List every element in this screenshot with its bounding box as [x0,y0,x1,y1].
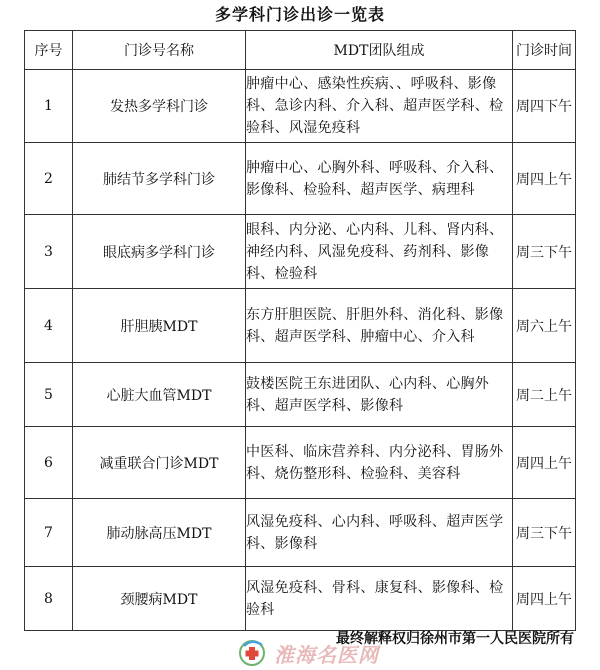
header-team: MDT团队组成 [246,31,513,70]
row-name: 肺动脉高压MDT [73,499,246,567]
row-team: 眼科、内分泌、心内科、儿科、肾内科、神经内科、风湿免疫科、药剂科、影像科、检验科 [246,215,513,289]
row-no: 7 [25,499,73,567]
row-name: 肝胆胰MDT [73,289,246,363]
row-no: 1 [25,70,73,143]
row-team: 东方肝胆医院、肝胆外科、消化科、影像科、超声医学科、肿瘤中心、介入科 [246,289,513,363]
row-name: 减重联合门诊MDT [73,427,246,499]
row-team: 肿瘤中心、感染性疾病、、呼吸科、影像科、急诊内科、介入科、超声医学科、检验科、风湿免疫科 [246,70,513,143]
header-name: 门诊号名称 [73,31,246,70]
header-no: 序号 [25,31,73,70]
row-time: 周二上午 [513,363,576,427]
row-team: 风湿免疫科、心内科、呼吸科、超声医学科、影像科 [246,499,513,567]
row-time: 周四上午 [513,427,576,499]
mdt-schedule-table [24,30,576,631]
table-row [25,499,576,567]
row-name: 心脏大血管MDT [73,363,246,427]
table-row [25,567,576,631]
row-no: 8 [25,567,73,631]
table-row [25,143,576,215]
row-team: 鼓楼医院王东进团队、心内科、心胸外科、超声医学科、影像科 [246,363,513,427]
table-row [25,289,576,363]
row-time: 周四上午 [513,567,576,631]
row-name: 发热多学科门诊 [73,70,246,143]
row-time: 周六上午 [513,289,576,363]
row-no: 2 [25,143,73,215]
page-title: 多学科门诊出诊一览表 [214,5,385,24]
copyright-notice: 最终解释权归徐州市第一人民医院所有 [336,631,574,647]
row-no: 3 [25,215,73,289]
row-name: 肺结节多学科门诊 [73,143,246,215]
row-time: 周三下午 [513,215,576,289]
row-team: 中医科、临床营养科、内分泌科、胃肠外科、烧伤整形科、检验科、美容科 [246,427,513,499]
table-row [25,363,576,427]
row-time: 周三下午 [513,499,576,567]
row-name: 颈腰病MDT [73,567,246,631]
hospital-cross-logo-icon [236,636,268,668]
row-team: 风湿免疫科、骨科、康复科、影像科、检验科 [246,567,513,631]
row-time: 周四下午 [513,70,576,143]
table-row [25,70,576,143]
row-name: 眼底病多学科门诊 [73,215,246,289]
table-row [25,215,576,289]
header-time: 门诊时间 [513,31,576,70]
table-header-row [25,31,576,70]
row-time: 周四上午 [513,143,576,215]
row-no: 4 [25,289,73,363]
row-team: 肿瘤中心、心胸外科、呼吸科、介入科、影像科、检验科、超声医学、病理科 [246,143,513,215]
row-no: 6 [25,427,73,499]
brand-watermark: 淮海名医网 [274,643,379,667]
row-no: 5 [25,363,73,427]
table-row [25,427,576,499]
